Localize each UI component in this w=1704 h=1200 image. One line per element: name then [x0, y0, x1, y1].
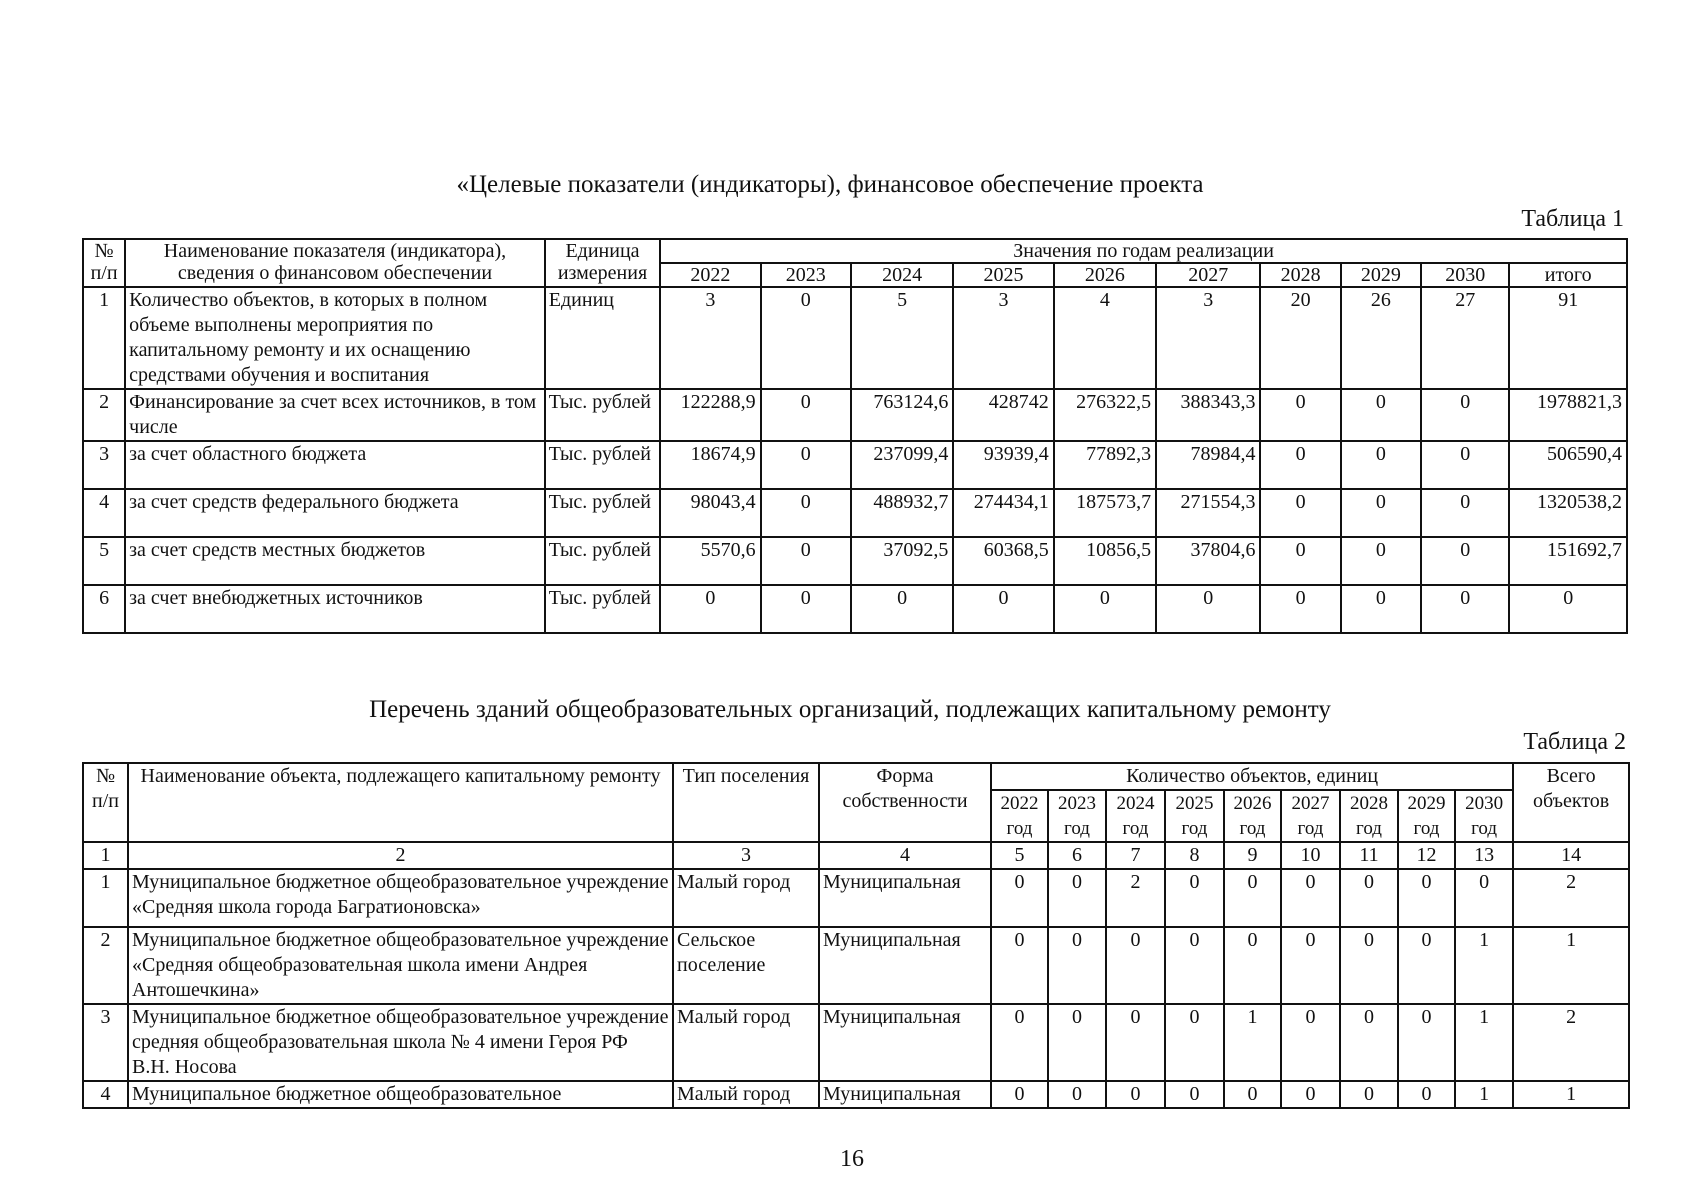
table1-cell-value: 0 — [1260, 537, 1340, 585]
table1-cell-value: 0 — [761, 537, 851, 585]
table1-cell-value: 78984,4 — [1156, 441, 1260, 489]
table2-year-header — [1340, 790, 1398, 842]
table2-year-header — [991, 790, 1048, 842]
table1-cell-num: 3 — [83, 441, 125, 489]
table1-cell-value: 3 — [660, 287, 760, 389]
table2-year-header — [1281, 790, 1340, 842]
table1-cell-value: 18674,9 — [660, 441, 760, 489]
table1-cell-unit: Тыс. рублей — [545, 489, 660, 537]
table2-cell-value: 0 — [1398, 927, 1455, 1004]
table2-column-number: 7 — [1106, 842, 1165, 869]
table1-cell-value: 388343,3 — [1156, 389, 1260, 441]
table2-column-number: 2 — [128, 842, 673, 869]
table2-year-value: 2026 — [1233, 793, 1272, 814]
table1-cell-value: 122288,9 — [660, 389, 760, 441]
table2-column-number: 12 — [1398, 842, 1455, 869]
table2-year-value: 2028 — [1350, 793, 1388, 814]
table1-cell-value: 0 — [851, 585, 953, 633]
table1-cell-value: 0 — [953, 585, 1053, 633]
table1-cell-value: 98043,4 — [660, 489, 760, 537]
table2-year-suffix: год — [1471, 818, 1498, 839]
table2-cell-value: 0 — [1398, 869, 1455, 927]
table2-cell-ownership: Муниципальная — [819, 927, 991, 1004]
table2-cell-value: 0 — [1048, 1004, 1106, 1081]
table1-cell-value: 488932,7 — [851, 489, 953, 537]
table2-column-number: 11 — [1340, 842, 1398, 869]
table1-cell-num: 5 — [83, 537, 125, 585]
table1-cell-value: 0 — [1341, 537, 1421, 585]
table2-cell-value: 0 — [1281, 1004, 1340, 1081]
table2-cell-value: 0 — [1340, 1004, 1398, 1081]
table2-year-header — [1398, 790, 1455, 842]
table2-year-value: 2030 — [1465, 793, 1504, 814]
table2-cell-value: 0 — [1048, 1081, 1106, 1108]
table2-year-value: 2024 — [1116, 793, 1155, 814]
table1-total-header: итого — [1509, 263, 1627, 287]
table2-cell-value: 2 — [1106, 869, 1165, 927]
table1-cell-unit: Тыс. рублей — [545, 441, 660, 489]
table2-cell-value: 0 — [991, 927, 1048, 1004]
table2-cell-num: 4 — [83, 1081, 128, 1108]
table1-cell-total: 91 — [1509, 287, 1627, 389]
table2-header-ownership: Форма собственности — [819, 763, 991, 842]
table1-cell-value: 0 — [1421, 441, 1509, 489]
table2-year-suffix: год — [1122, 818, 1149, 839]
table2-row — [83, 1081, 1629, 1108]
table1-cell-value: 0 — [1421, 389, 1509, 441]
table2-cell-total: 2 — [1513, 869, 1629, 927]
table2-cell-value: 0 — [1048, 927, 1106, 1004]
table2-cell-value: 1 — [1455, 1081, 1513, 1108]
table2-cell-value: 0 — [1224, 869, 1281, 927]
table1-cell-value: 0 — [761, 389, 851, 441]
table2-cell-total: 1 — [1513, 1081, 1629, 1108]
table2-cell-value: 0 — [1398, 1004, 1455, 1081]
table2-column-number: 14 — [1513, 842, 1629, 869]
table1-cell-value: 3 — [1156, 287, 1260, 389]
table1-cell-total: 1320538,2 — [1509, 489, 1627, 537]
table1-cell-num: 1 — [83, 287, 125, 389]
table1-cell-value: 763124,6 — [851, 389, 953, 441]
table1-cell-value: 4 — [1054, 287, 1156, 389]
table1-cell-value: 271554,3 — [1156, 489, 1260, 537]
table1-row — [83, 441, 1627, 489]
table1-header-row — [83, 239, 1627, 263]
table1-cell-value: 0 — [1421, 537, 1509, 585]
table1-cell-value: 27 — [1421, 287, 1509, 389]
table2-cell-value: 0 — [1340, 1081, 1398, 1108]
table2-header-count-group: Количество объектов, единиц — [991, 763, 1513, 790]
table1-cell-name: за счет средств местных бюджетов — [125, 537, 545, 585]
table2-header-num: № п/п — [83, 763, 128, 842]
table2-cell-value: 0 — [991, 1004, 1048, 1081]
table2-cell-value: 0 — [1106, 1004, 1165, 1081]
table1-cell-value: 3 — [953, 287, 1053, 389]
table2-column-number: 8 — [1165, 842, 1224, 869]
table2-cell-value: 0 — [991, 1081, 1048, 1108]
table2-cell-value: 0 — [1165, 1004, 1224, 1081]
table1-cell-value: 428742 — [953, 389, 1053, 441]
table2-title: Перечень зданий общеобразовательных организаций, подлежащих капитальному ремонту — [369, 696, 1331, 723]
table1-year-header: 2024 — [851, 263, 953, 287]
table2-cell-name: Муниципальное бюджетное общеобразовательное учреждение «Средняя школа города Багратионовска» — [128, 869, 673, 927]
table2-cell-value: 0 — [991, 869, 1048, 927]
table2-cell-value: 0 — [1224, 1081, 1281, 1108]
table2-year-suffix: год — [1006, 818, 1033, 839]
table2-year-header — [1048, 790, 1106, 842]
table1-cell-value: 0 — [1260, 389, 1340, 441]
table2-row — [83, 1004, 1629, 1081]
table2-cell-value: 0 — [1048, 869, 1106, 927]
table1-targets-financing — [82, 238, 1628, 634]
table2-cell-value: 0 — [1340, 927, 1398, 1004]
table2-column-number: 4 — [819, 842, 991, 869]
table1-cell-value: 0 — [1156, 585, 1260, 633]
table2-year-suffix: год — [1181, 818, 1208, 839]
table2-year-value: 2029 — [1407, 793, 1446, 814]
table1-year-header: 2028 — [1260, 263, 1340, 287]
table2-year-header — [1455, 790, 1513, 842]
table1-cell-total: 506590,4 — [1509, 441, 1627, 489]
table1-cell-value: 5570,6 — [660, 537, 760, 585]
table2-year-suffix: год — [1064, 818, 1090, 839]
table2-cell-value: 0 — [1281, 1081, 1340, 1108]
table1-cell-value: 10856,5 — [1054, 537, 1156, 585]
table1-cell-value: 0 — [1421, 489, 1509, 537]
table2-cell-value: 0 — [1340, 869, 1398, 927]
table1-cell-value: 0 — [1341, 489, 1421, 537]
table1-cell-name: за счет областного бюджета — [125, 441, 545, 489]
table1-year-header: 2026 — [1054, 263, 1156, 287]
table1-cell-value: 60368,5 — [953, 537, 1053, 585]
table1-cell-value: 0 — [761, 441, 851, 489]
table1-cell-name: за счет внебюджетных источников — [125, 585, 545, 633]
table2-column-number: 6 — [1048, 842, 1106, 869]
table2-year-header — [1165, 790, 1224, 842]
table1-year-header: 2030 — [1421, 263, 1509, 287]
table1-cell-num: 4 — [83, 489, 125, 537]
table1-cell-total: 151692,7 — [1509, 537, 1627, 585]
table1-year-header: 2022 — [660, 263, 760, 287]
table1-year-header: 2023 — [761, 263, 851, 287]
table1-cell-value: 0 — [1341, 389, 1421, 441]
table1-cell-value: 0 — [1054, 585, 1156, 633]
table2-cell-settlement: Малый город — [673, 1081, 819, 1108]
table2-cell-ownership: Муниципальная — [819, 1081, 991, 1108]
table2-year-value: 2027 — [1291, 793, 1330, 814]
table2-year-header — [1224, 790, 1281, 842]
table2-cell-ownership: Муниципальная — [819, 1004, 991, 1081]
table1-cell-unit: Тыс. рублей — [545, 537, 660, 585]
table1-cell-name: Финансирование за счет всех источников, в том числе — [125, 389, 545, 441]
table2-year-value: 2025 — [1175, 793, 1214, 814]
table2-cell-settlement: Сельское поселение — [673, 927, 819, 1004]
table2-column-number: 1 — [83, 842, 128, 869]
table1-cell-num: 2 — [83, 389, 125, 441]
table1-header-num: № п/п — [83, 239, 125, 287]
table2-cell-name: Муниципальное бюджетное общеобразовательное учреждение «Средняя общеобразовательная школа имени Андрея Антошечкина» — [128, 927, 673, 1004]
table2-buildings-list — [82, 762, 1630, 1109]
table2-column-number: 13 — [1455, 842, 1513, 869]
table2-cell-settlement: Малый город — [673, 1004, 819, 1081]
table1-cell-name: Количество объектов, в которых в полном объеме выполнены мероприятия по капитальному ремонту и их оснащению средствами обучения и воспитания — [125, 287, 545, 389]
table2-cell-value: 0 — [1398, 1081, 1455, 1108]
table1-title: «Целевые показатели (индикаторы), финансовое обеспечение проекта — [456, 171, 1204, 198]
table2-year-suffix: год — [1297, 818, 1324, 839]
table1-cell-total: 1978821,3 — [1509, 389, 1627, 441]
table1-year-header: 2025 — [953, 263, 1053, 287]
table1-cell-value: 0 — [660, 585, 760, 633]
table1-cell-value: 37092,5 — [851, 537, 953, 585]
table1-cell-value: 26 — [1341, 287, 1421, 389]
table2-year-suffix: год — [1239, 818, 1266, 839]
table2-cell-name: Муниципальное бюджетное общеобразовательное — [128, 1081, 673, 1108]
table2-cell-value: 0 — [1224, 927, 1281, 1004]
table1-cell-value: 0 — [1341, 585, 1421, 633]
table2-year-suffix: год — [1356, 818, 1382, 839]
table2-cell-num: 2 — [83, 927, 128, 1004]
table2-cell-value: 0 — [1106, 927, 1165, 1004]
table1-row — [83, 389, 1627, 441]
table1-row — [83, 287, 1627, 389]
table2-header-row — [83, 763, 1629, 790]
table1-cell-num: 6 — [83, 585, 125, 633]
page-number: 16 — [840, 1146, 864, 1172]
table1-year-header: 2027 — [1156, 263, 1260, 287]
table2-cell-value: 0 — [1281, 927, 1340, 1004]
table1-cell-value: 187573,7 — [1054, 489, 1156, 537]
table2-column-number: 3 — [673, 842, 819, 869]
table1-cell-value: 237099,4 — [851, 441, 953, 489]
table1-cell-value: 0 — [1260, 489, 1340, 537]
table2-header-total: Всего объектов — [1513, 763, 1629, 842]
table2-label: Таблица 2 — [1523, 729, 1626, 755]
table1-cell-value: 274434,1 — [953, 489, 1053, 537]
table2-cell-value: 0 — [1455, 869, 1513, 927]
table2-cell-value: 0 — [1281, 869, 1340, 927]
table2-year-header — [1106, 790, 1165, 842]
table2-column-numbers-row — [83, 842, 1629, 869]
table2-cell-value: 0 — [1165, 1081, 1224, 1108]
table1-row — [83, 585, 1627, 633]
table2-cell-settlement: Малый город — [673, 869, 819, 927]
table1-cell-name: за счет средств федерального бюджета — [125, 489, 545, 537]
table2-cell-value: 0 — [1165, 927, 1224, 1004]
table1-cell-value: 37804,6 — [1156, 537, 1260, 585]
table1-cell-total: 0 — [1509, 585, 1627, 633]
table2-cell-total: 1 — [1513, 927, 1629, 1004]
table2-column-number: 5 — [991, 842, 1048, 869]
table1-cell-unit: Тыс. рублей — [545, 389, 660, 441]
table1-cell-value: 0 — [761, 489, 851, 537]
table2-cell-value: 1 — [1224, 1004, 1281, 1081]
table2-row — [83, 927, 1629, 1004]
table1-cell-value: 77892,3 — [1054, 441, 1156, 489]
table2-header-settlement: Тип поселения — [673, 763, 819, 842]
table1-header-unit: Единица измерения — [545, 239, 660, 287]
table2-cell-total: 2 — [1513, 1004, 1629, 1081]
table1-label: Таблица 1 — [1521, 206, 1624, 232]
table2-cell-num: 3 — [83, 1004, 128, 1081]
table2-year-value: 2022 — [1000, 793, 1039, 814]
table2-year-value: 2023 — [1058, 793, 1096, 814]
table1-header-values-group: Значения по годам реализации — [660, 239, 1627, 263]
table2-year-suffix: год — [1413, 818, 1440, 839]
table2-header-name: Наименование объекта, подлежащего капитальному ремонту — [128, 763, 673, 842]
table2-cell-name: Муниципальное бюджетное общеобразовательное учреждение средняя общеобразовательная школа № 4 имени Героя РФ В.Н. Носова — [128, 1004, 673, 1081]
table1-cell-value: 276322,5 — [1054, 389, 1156, 441]
table1-row — [83, 489, 1627, 537]
table2-cell-value: 1 — [1455, 927, 1513, 1004]
table1-cell-value: 5 — [851, 287, 953, 389]
table1-cell-unit: Единиц — [545, 287, 660, 389]
table1-cell-value: 0 — [1260, 585, 1340, 633]
table1-cell-value: 0 — [1260, 441, 1340, 489]
table1-cell-value: 0 — [761, 585, 851, 633]
table1-cell-value: 20 — [1260, 287, 1340, 389]
table1-cell-value: 0 — [761, 287, 851, 389]
table1-row — [83, 537, 1627, 585]
table1-cell-unit: Тыс. рублей — [545, 585, 660, 633]
table1-year-header: 2029 — [1341, 263, 1421, 287]
table2-row — [83, 869, 1629, 927]
table2-column-number: 10 — [1281, 842, 1340, 869]
table1-header-name: Наименование показателя (индикатора), сведения о финансовом обеспечении — [125, 239, 545, 287]
table2-cell-value: 0 — [1106, 1081, 1165, 1108]
table1-cell-value: 0 — [1421, 585, 1509, 633]
table1-cell-value: 93939,4 — [953, 441, 1053, 489]
table2-cell-num: 1 — [83, 869, 128, 927]
table2-cell-value: 1 — [1455, 1004, 1513, 1081]
table1-cell-value: 0 — [1341, 441, 1421, 489]
table2-column-number: 9 — [1224, 842, 1281, 869]
table2-cell-value: 0 — [1165, 869, 1224, 927]
table2-cell-ownership: Муниципальная — [819, 869, 991, 927]
